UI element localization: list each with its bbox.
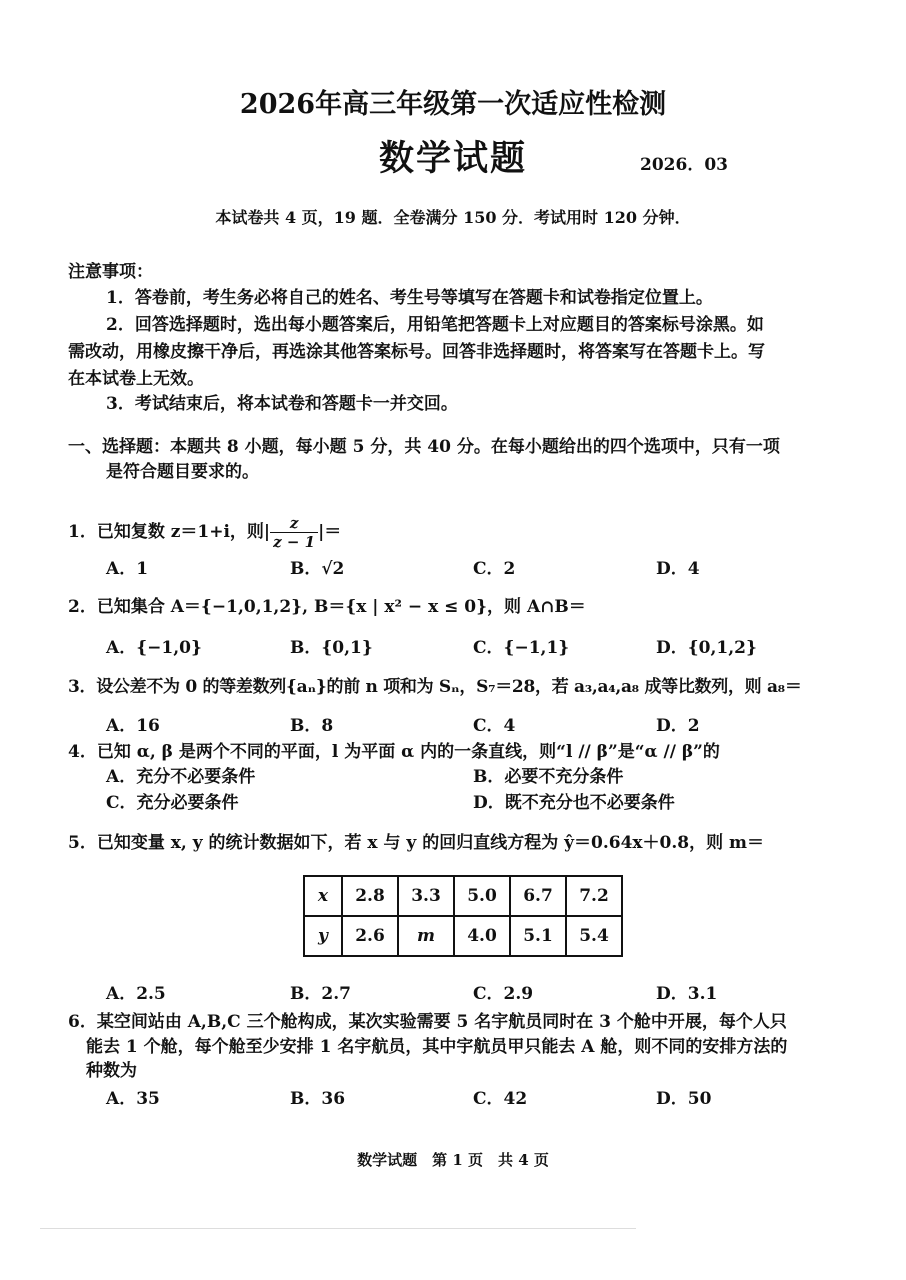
section-heading: 一、选择题：本题共 8 小题，每小题 5 分，共 40 分。在每小题给出的四个选项中，只有一项 [68,437,780,457]
option-b: B．√2 [290,559,345,579]
option-a: A．{−1,0} [106,638,202,658]
fraction-numerator: z [270,514,318,533]
note-item-3: 3．考试结束后，将本试卷和答题卡一并交回。 [106,394,458,414]
notes-heading: 注意事项： [68,262,153,282]
page-footer: 数学试题 第 1 页 共 4 页 [357,1151,549,1169]
table-cell: 6.7 [510,876,566,916]
option-b: B．8 [290,716,334,736]
exam-title: 2026年高三年级第一次适应性检测 [239,89,667,120]
table-cell: 2.6 [342,916,398,956]
table-cell: 3.3 [398,876,454,916]
option-a: A．充分不必要条件 [106,767,256,787]
question-stem: 1．已知复数 z＝1+i，则| [68,522,271,542]
table-cell: 5.0 [454,876,510,916]
option-d: D．既不充分也不必要条件 [473,793,675,813]
question-1 [68,512,341,552]
note-item-1: 1．答卷前，考生务必将自己的姓名、考生号等填写在答题卡和试卷指定位置上。 [106,288,713,308]
option-c: C．4 [473,716,516,736]
table-cell: m [398,916,454,956]
divider [40,1228,636,1229]
option-c: C．42 [473,1089,528,1109]
question-6: 6．某空间站由 A,B,C 三个舱构成，某次实验需要 5 名宇航员同时在 3 个舱中开展，每个人只 [68,1012,787,1032]
question-3: 3．设公差不为 0 的等差数列{aₙ}的前 n 项和为 Sₙ，S₇＝28，若 a₃,a₄,a₈ 成等比数列，则 a₈＝ [68,677,802,697]
exam-info: 本试卷共 4 页，19 题．全卷满分 150 分．考试用时 120 分钟． [215,208,691,227]
option-a: A．35 [106,1089,160,1109]
option-b: B．{0,1} [290,638,373,658]
question-stem: |＝ [318,522,342,542]
option-d: D．2 [656,716,700,736]
option-d: D．3.1 [656,984,718,1004]
option-a: A．16 [106,716,160,736]
table-header: x [304,876,342,916]
option-d: D．{0,1,2} [656,638,757,658]
option-a: A．1 [106,559,149,579]
table-row [304,876,622,916]
option-d: D．50 [656,1089,712,1109]
table-cell: 7.2 [566,876,622,916]
option-c: C．{−1,1} [473,638,570,658]
option-b: B．必要不充分条件 [473,767,624,787]
section-heading-cont: 是符合题目要求的。 [106,462,259,482]
option-c: C．2 [473,559,516,579]
exam-subtitle: 数学试题 [378,138,527,179]
note-item-2-cont: 需改动，用橡皮擦干净后，再选涂其他答案标号。回答非选择题时，将答案写在答题卡上。写 [68,342,765,362]
option-c: C．充分必要条件 [106,793,239,813]
exam-date: 2026．03 [640,155,728,175]
fraction [270,514,318,551]
option-a: A．2.5 [106,984,166,1004]
question-6-cont: 能去 1 个舱，每个舱至少安排 1 名宇航员，其中宇航员甲只能去 A 舱，则不同的安排方法的 [86,1037,788,1057]
table-cell: 2.8 [342,876,398,916]
table-cell: 5.1 [510,916,566,956]
table-header: y [304,916,342,956]
option-b: B．36 [290,1089,346,1109]
statistics-table [303,875,623,957]
option-c: C．2.9 [473,984,534,1004]
question-6-cont: 种数为 [86,1061,137,1081]
note-item-2: 2．回答选择题时，选出每小题答案后，用铅笔把答题卡上对应题目的答案标号涂黑。如 [106,315,764,335]
table-row [304,916,622,956]
table-cell: 4.0 [454,916,510,956]
fraction-denominator: z − 1 [273,533,316,551]
question-4: 4．已知 α, β 是两个不同的平面，l 为平面 α 内的一条直线，则“l // β”是“α // β”的 [68,742,720,762]
question-2: 2．已知集合 A＝{−1,0,1,2}, B＝{x | x² − x ≤ 0}，则 A∩B＝ [68,597,586,617]
option-d: D．4 [656,559,700,579]
note-item-2-cont: 在本试卷上无效。 [68,369,204,389]
question-5: 5．已知变量 x, y 的统计数据如下，若 x 与 y 的回归直线方程为 ŷ＝0.64x＋0.8，则 m＝ [68,833,765,853]
table-cell: 5.4 [566,916,622,956]
option-b: B．2.7 [290,984,351,1004]
